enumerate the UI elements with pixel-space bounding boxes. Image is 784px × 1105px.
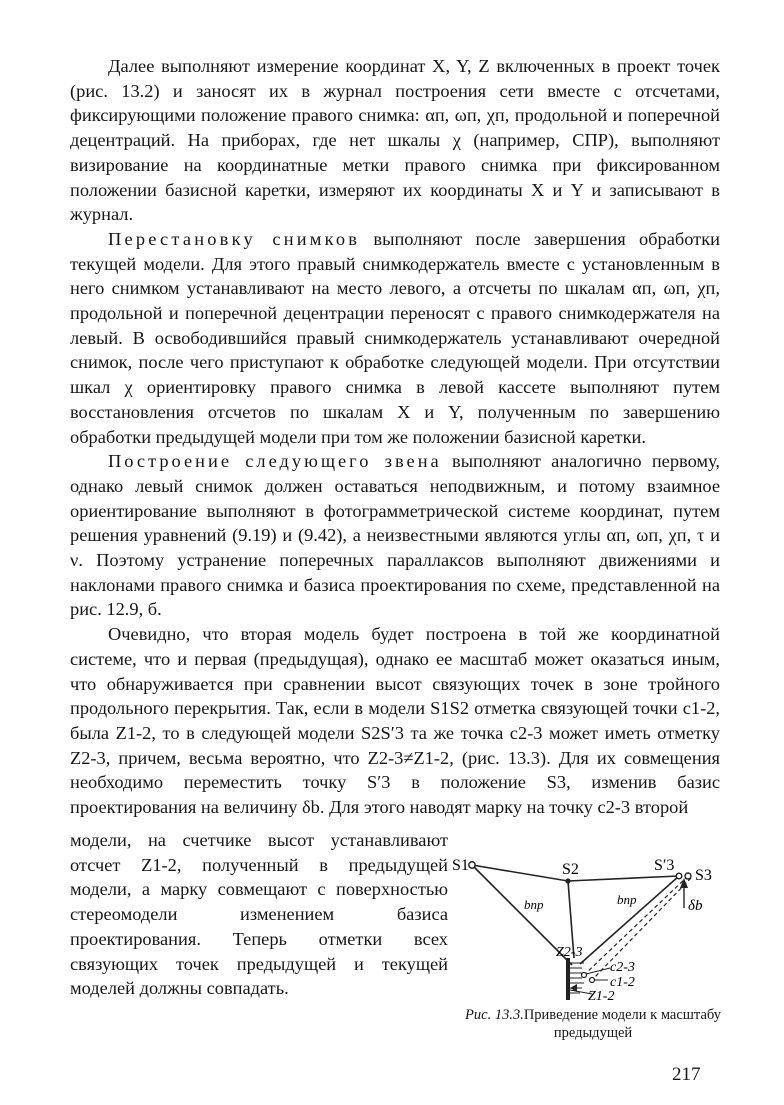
paragraph-2 xyxy=(70,227,720,449)
paragraph-3 xyxy=(70,449,720,622)
label-c12: c1-2 xyxy=(610,975,635,990)
label-z12: Z1-2 xyxy=(588,989,615,1004)
label-s3: S3 xyxy=(695,867,712,884)
paragraph-1 xyxy=(70,54,720,227)
paragraph-2-spaced-heading: Перестановку снимков xyxy=(108,228,361,249)
page-number: 217 xyxy=(672,1064,701,1085)
label-b-left: bпр xyxy=(524,897,544,912)
figure-caption xyxy=(462,1006,724,1042)
figure-caption-label: Рис. 13.3. xyxy=(465,1007,524,1023)
label-s2: S2 xyxy=(562,861,579,878)
main-text xyxy=(70,54,720,820)
float-text xyxy=(70,828,448,1001)
float-paragraph: модели, на счетчике высот устанавливают отсчет Z1-2, полученный в предыдущей модели, а марку совмещают с поверхностью стереомодели изменением базиса проектирования. Теперь отметки всех связующих точек предыдущей и текущей моделей должны совпадать. xyxy=(70,830,448,999)
paragraph-3-spaced-heading: Построение следующего звена xyxy=(108,451,442,472)
paragraph-4-text: Очевидно, что вторая модель будет построена в той же координатной системе, что и первая (предыдущая), однако ее масштаб может оказаться иным, что обнаруживается при сравнении высот связующих точек в зоне тройного продольного перекрытия. Так, если в модели S1S2 отметка связующей точки c1-2, была Z1-2, то в следующей модели S2S′3 та же точка c2-3 может иметь отметку Z2-3, причем, весьма вероятно, что Z2-3≠Z1-2, (рис. 13.3). Для их совмещения необходимо переместить точку S′3 в положение S3, изменив базис проектирования на величину δb. Для этого наводят марку на точку c2-3 второй xyxy=(70,624,720,818)
label-delta-b: δb xyxy=(688,898,703,914)
figure-caption-text: Приведение модели к масштабу предыдущей xyxy=(523,1007,721,1041)
paragraph-4 xyxy=(70,622,720,820)
label-z23: Z2-3 xyxy=(556,945,583,960)
paragraph-2-text: выполняют после завершения обработки текущей модели. Для этого правый снимкодержатель вместе с установленным в него снимком устанавливают на место левого, а отсчеты по шкалам αп, ωп, χп, продольной и поперечной децентрации переносят с правого снимкодержателя на левый. В освободившийся правый снимкодержатель устанавливают очередной снимок, после чего приступают к обработке следующей модели. При отсутствии шкал χ ориентировку правого снимка в левой кассете выполняют путем восстановления отсчетов по шкалам X и Y, полученным по завершению обработки предыдущей модели при том же положении базисной каретки. xyxy=(70,228,720,447)
label-b-right: bпр xyxy=(617,892,637,907)
paragraph-1-text: Далее выполняют измерение координат X, Y, Z включенных в проект точек (рис. 13.2) и заносят их в журнал построения сети вместе с отсчетами, фиксирующими положение правого снимка: αп, ωп, χп, продольной и поперечной децентраций. На приборах, где нет шкалы χ (например, СПР), выполняют визирование на координатные метки правого снимка при фиксированном положении базисной каретки, измеряют их координаты X и Y и записывают в журнал. xyxy=(70,56,720,225)
label-s1: S1 xyxy=(452,857,469,874)
paragraph-3-text: выполняют аналогично первому, однако левый снимок должен оставаться неподвижным, и потому взаимное ориентирование выполняют в фотограмметрической системе координат, путем решения уравнений (9.19) и (9.42), а неизвестными являются углы αп, ωп, χп, τ и ν. Поэтому устранение поперечных параллаксов выполняют движениями и наклонами правого снимка и базиса проектирования по схеме, представленной на рис. 12.9, б. xyxy=(70,451,721,620)
label-c23: c2-3 xyxy=(610,960,635,975)
label-s3-prime: S′3 xyxy=(654,857,675,874)
